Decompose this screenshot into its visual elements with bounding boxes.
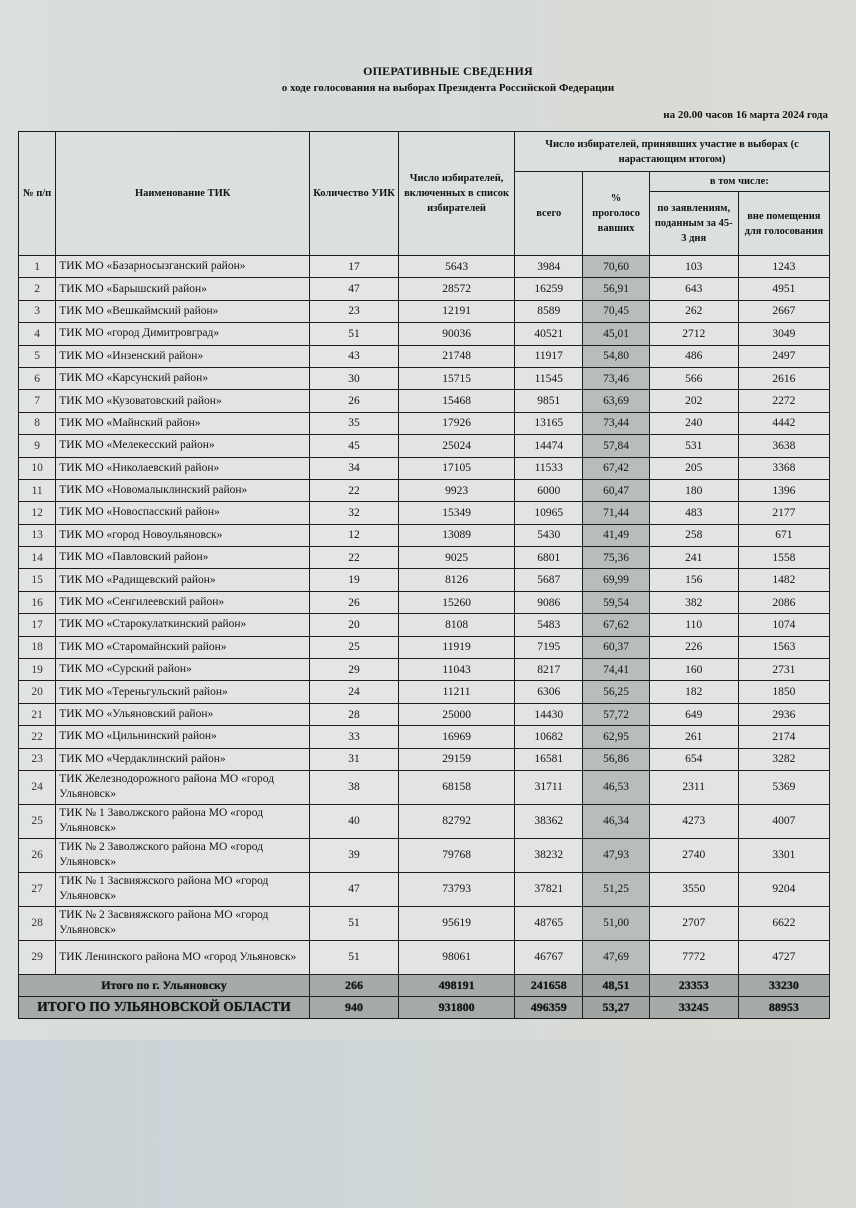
early-voters: 2311	[649, 770, 738, 804]
early-voters: 483	[649, 502, 738, 524]
table-body	[19, 256, 830, 1019]
outside-voters: 2731	[738, 659, 829, 681]
early-voters: 2740	[649, 838, 738, 872]
header-early: по заявлениям, поданным за 45-3 дня	[649, 192, 738, 256]
row-number: 4	[19, 323, 56, 345]
outside-voters: 1243	[738, 256, 829, 278]
turnout-percent: 45,01	[583, 323, 649, 345]
voters-listed: 5643	[399, 256, 515, 278]
uik-count: 24	[310, 681, 399, 703]
tik-name: ТИК МО «Чердаклинский район»	[56, 748, 310, 770]
uik-count: 25	[310, 636, 399, 658]
tik-name: ТИК МО «Новоспасский район»	[56, 502, 310, 524]
voters-total: 48765	[515, 906, 583, 940]
tik-name: ТИК МО «Вешкаймский район»	[56, 300, 310, 322]
uik-count: 28	[310, 703, 399, 725]
turnout-percent: 63,69	[583, 390, 649, 412]
turnout-percent: 67,62	[583, 614, 649, 636]
table-row	[19, 278, 830, 300]
outside-voters: 1396	[738, 479, 829, 501]
uik-count: 31	[310, 748, 399, 770]
voters-listed: 29159	[399, 748, 515, 770]
voters-total: 16581	[515, 748, 583, 770]
voters-total: 6801	[515, 547, 583, 569]
uik-count: 47	[310, 278, 399, 300]
outside-voters: 3368	[738, 457, 829, 479]
early-voters: 649	[649, 703, 738, 725]
tik-name: ТИК МО «Ульяновский район»	[56, 703, 310, 725]
turnout-percent: 51,00	[583, 906, 649, 940]
turnout-percent: 73,44	[583, 412, 649, 434]
early-voters: 258	[649, 524, 738, 546]
table-row	[19, 569, 830, 591]
voters-total: 11545	[515, 367, 583, 389]
tik-name: ТИК МО «Радищевский район»	[56, 569, 310, 591]
outside-voters: 4442	[738, 412, 829, 434]
uik-count: 12	[310, 524, 399, 546]
early-voters: 202	[649, 390, 738, 412]
outside-voters: 4727	[738, 940, 829, 974]
early-voters: 205	[649, 457, 738, 479]
row-number: 7	[19, 390, 56, 412]
document-subtitle: о ходе голосования на выборах Президента Российской Федерации	[281, 82, 615, 94]
uik-count: 40	[310, 804, 399, 838]
table-row	[19, 457, 830, 479]
outside-voters: 4951	[738, 278, 829, 300]
turnout-percent: 56,86	[583, 748, 649, 770]
header-outside: вне помещения для голосования	[738, 192, 829, 256]
uik-count: 30	[310, 367, 399, 389]
voters-total: 37821	[515, 872, 583, 906]
uik-count: 17	[310, 256, 399, 278]
early-voters: 2707	[649, 906, 738, 940]
row-number: 6	[19, 367, 56, 389]
voters-listed: 25024	[399, 435, 515, 457]
early-voters: 654	[649, 748, 738, 770]
turnout-percent: 56,25	[583, 681, 649, 703]
tik-name: ТИК МО «Старомайнский район»	[56, 636, 310, 658]
row-number: 13	[19, 524, 56, 546]
outside-voters: 2667	[738, 300, 829, 322]
tik-name: ТИК № 2 Засвияжского района МО «город Ульяновск»	[56, 906, 310, 940]
outside-voters: 5369	[738, 770, 829, 804]
tik-name: ТИК МО «Карсунский район»	[56, 367, 310, 389]
voters-listed: 8126	[399, 569, 515, 591]
turnout-percent: 48,51	[583, 974, 649, 996]
voters-listed: 98061	[399, 940, 515, 974]
turnout-percent: 53,27	[583, 996, 649, 1018]
outside-voters: 9204	[738, 872, 829, 906]
voters-total: 9086	[515, 591, 583, 613]
voters-listed: 11211	[399, 681, 515, 703]
table-row	[19, 591, 830, 613]
tik-name: ТИК МО «город Димитровград»	[56, 323, 310, 345]
early-voters: 7772	[649, 940, 738, 974]
voters-listed: 16969	[399, 726, 515, 748]
row-number: 28	[19, 906, 56, 940]
row-number: 8	[19, 412, 56, 434]
outside-voters: 1850	[738, 681, 829, 703]
uik-count: 39	[310, 838, 399, 872]
tik-name: ТИК МО «Сурский район»	[56, 659, 310, 681]
table-row	[19, 479, 830, 501]
uik-count: 23	[310, 300, 399, 322]
turnout-percent: 57,84	[583, 435, 649, 457]
early-voters: 3550	[649, 872, 738, 906]
table-row	[19, 390, 830, 412]
report-datetime: на 20.00 часов 16 марта 2024 года	[663, 109, 828, 121]
early-voters: 566	[649, 367, 738, 389]
uik-count: 51	[310, 323, 399, 345]
early-voters: 262	[649, 300, 738, 322]
voters-total: 13165	[515, 412, 583, 434]
uik-count: 45	[310, 435, 399, 457]
table-row	[19, 681, 830, 703]
voters-listed: 13089	[399, 524, 515, 546]
total-label: ИТОГО ПО УЛЬЯНОВСКОЙ ОБЛАСТИ	[19, 996, 310, 1018]
uik-count: 51	[310, 940, 399, 974]
header-total: всего	[515, 172, 583, 256]
voters-total: 40521	[515, 323, 583, 345]
uik-count: 51	[310, 906, 399, 940]
early-voters: 103	[649, 256, 738, 278]
table-row	[19, 524, 830, 546]
table-row	[19, 345, 830, 367]
early-voters: 182	[649, 681, 738, 703]
uik-count: 43	[310, 345, 399, 367]
voters-listed: 9923	[399, 479, 515, 501]
row-number: 27	[19, 872, 56, 906]
header-uik-count: Количество УИК	[310, 132, 399, 256]
uik-count: 22	[310, 547, 399, 569]
row-number: 2	[19, 278, 56, 300]
early-voters: 110	[649, 614, 738, 636]
turnout-percent: 73,46	[583, 367, 649, 389]
table-row	[19, 547, 830, 569]
turnout-percent: 60,47	[583, 479, 649, 501]
table-row	[19, 940, 830, 974]
voters-listed: 9025	[399, 547, 515, 569]
header-percent: % проголосо вавших	[583, 172, 649, 256]
table-row	[19, 412, 830, 434]
row-number: 15	[19, 569, 56, 591]
voters-listed: 25000	[399, 703, 515, 725]
row-number: 12	[19, 502, 56, 524]
table-row	[19, 636, 830, 658]
voters-total: 6306	[515, 681, 583, 703]
voters-total: 241658	[515, 974, 583, 996]
row-number: 26	[19, 838, 56, 872]
voters-listed: 82792	[399, 804, 515, 838]
table-row	[19, 906, 830, 940]
voters-listed: 15468	[399, 390, 515, 412]
header-num: № п/п	[19, 132, 56, 256]
voters-total: 5430	[515, 524, 583, 546]
table-row	[19, 502, 830, 524]
table-row	[19, 726, 830, 748]
uik-count: 47	[310, 872, 399, 906]
table-row	[19, 838, 830, 872]
tik-name: ТИК МО «Новомалыклинский район»	[56, 479, 310, 501]
table-row	[19, 872, 830, 906]
city-total-row	[19, 974, 830, 996]
outside-voters: 88953	[738, 996, 829, 1018]
uik-count: 38	[310, 770, 399, 804]
tik-name: ТИК МО «Цильнинский район»	[56, 726, 310, 748]
tik-name: ТИК МО «Кузоватовский район»	[56, 390, 310, 412]
voters-listed: 15260	[399, 591, 515, 613]
table-row	[19, 703, 830, 725]
early-voters: 531	[649, 435, 738, 457]
row-number: 9	[19, 435, 56, 457]
turnout-percent: 69,99	[583, 569, 649, 591]
turnout-percent: 75,36	[583, 547, 649, 569]
turnout-percent: 54,80	[583, 345, 649, 367]
early-voters: 226	[649, 636, 738, 658]
tik-name: ТИК № 1 Засвияжского района МО «город Ульяновск»	[56, 872, 310, 906]
uik-count: 19	[310, 569, 399, 591]
tik-name: ТИК МО «Мелекесский район»	[56, 435, 310, 457]
early-voters: 156	[649, 569, 738, 591]
early-voters: 261	[649, 726, 738, 748]
outside-voters: 2936	[738, 703, 829, 725]
early-voters: 643	[649, 278, 738, 300]
outside-voters: 3638	[738, 435, 829, 457]
voters-total: 5483	[515, 614, 583, 636]
early-voters: 486	[649, 345, 738, 367]
voters-total: 11533	[515, 457, 583, 479]
tik-name: ТИК МО «Базарносызганский район»	[56, 256, 310, 278]
table-row	[19, 614, 830, 636]
table-row	[19, 804, 830, 838]
uik-count: 22	[310, 479, 399, 501]
voters-listed: 17926	[399, 412, 515, 434]
row-number: 17	[19, 614, 56, 636]
voters-total: 10965	[515, 502, 583, 524]
header-including: в том числе:	[649, 172, 829, 192]
outside-voters: 1074	[738, 614, 829, 636]
voters-listed: 498191	[399, 974, 515, 996]
outside-voters: 1563	[738, 636, 829, 658]
tik-name: ТИК МО «Николаевский район»	[56, 457, 310, 479]
row-number: 25	[19, 804, 56, 838]
outside-voters: 2616	[738, 367, 829, 389]
voters-total: 496359	[515, 996, 583, 1018]
table-row	[19, 770, 830, 804]
header-name: Наименование ТИК	[56, 132, 310, 256]
turnout-percent: 62,95	[583, 726, 649, 748]
tik-name: ТИК МО «Старокулаткинский район»	[56, 614, 310, 636]
voters-total: 9851	[515, 390, 583, 412]
voters-listed: 15715	[399, 367, 515, 389]
outside-voters: 2177	[738, 502, 829, 524]
table-header	[19, 132, 830, 256]
total-label: Итого по г. Ульяновску	[19, 974, 310, 996]
tik-name: ТИК МО «Майнский район»	[56, 412, 310, 434]
table-row	[19, 300, 830, 322]
voters-total: 14430	[515, 703, 583, 725]
header-participated-group: Число избирателей, принявших участие в выборах (с нарастающим итогом)	[515, 132, 830, 172]
uik-count: 26	[310, 591, 399, 613]
table-row	[19, 256, 830, 278]
early-voters: 4273	[649, 804, 738, 838]
tik-name: ТИК МО «Барышский район»	[56, 278, 310, 300]
table-row	[19, 435, 830, 457]
voters-listed: 90036	[399, 323, 515, 345]
turnout-percent: 46,34	[583, 804, 649, 838]
outside-voters: 3049	[738, 323, 829, 345]
turnout-percent: 70,60	[583, 256, 649, 278]
voters-total: 8589	[515, 300, 583, 322]
turnout-percent: 51,25	[583, 872, 649, 906]
uik-count: 33	[310, 726, 399, 748]
uik-count: 26	[310, 390, 399, 412]
outside-voters: 2272	[738, 390, 829, 412]
voters-total: 38362	[515, 804, 583, 838]
table-row	[19, 367, 830, 389]
row-number: 11	[19, 479, 56, 501]
row-number: 20	[19, 681, 56, 703]
tik-name: ТИК Железнодорожного района МО «город Ульяновск»	[56, 770, 310, 804]
outside-voters: 33230	[738, 974, 829, 996]
voters-listed: 73793	[399, 872, 515, 906]
turnout-percent: 59,54	[583, 591, 649, 613]
voters-total: 7195	[515, 636, 583, 658]
voters-total: 11917	[515, 345, 583, 367]
row-number: 22	[19, 726, 56, 748]
early-voters: 241	[649, 547, 738, 569]
outside-voters: 2174	[738, 726, 829, 748]
turnout-percent: 56,91	[583, 278, 649, 300]
voters-total: 8217	[515, 659, 583, 681]
voters-listed: 15349	[399, 502, 515, 524]
turnout-percent: 46,53	[583, 770, 649, 804]
uik-count: 29	[310, 659, 399, 681]
turnout-percent: 70,45	[583, 300, 649, 322]
voters-listed: 11043	[399, 659, 515, 681]
turnout-percent: 60,37	[583, 636, 649, 658]
voters-total: 3984	[515, 256, 583, 278]
voters-listed: 68158	[399, 770, 515, 804]
voters-total: 46767	[515, 940, 583, 974]
outside-voters: 6622	[738, 906, 829, 940]
table-row	[19, 748, 830, 770]
row-number: 10	[19, 457, 56, 479]
tik-name: ТИК МО «Павловский район»	[56, 547, 310, 569]
tik-name: ТИК № 1 Заволжского района МО «город Ульяновск»	[56, 804, 310, 838]
table-row	[19, 323, 830, 345]
uik-count: 32	[310, 502, 399, 524]
turnout-percent: 74,41	[583, 659, 649, 681]
early-voters: 23353	[649, 974, 738, 996]
row-number: 29	[19, 940, 56, 974]
voters-total: 38232	[515, 838, 583, 872]
paper-shadow	[0, 1040, 856, 1208]
outside-voters: 2086	[738, 591, 829, 613]
row-number: 23	[19, 748, 56, 770]
early-voters: 160	[649, 659, 738, 681]
uik-count: 35	[310, 412, 399, 434]
voters-total: 5687	[515, 569, 583, 591]
uik-count: 34	[310, 457, 399, 479]
voters-listed: 8108	[399, 614, 515, 636]
voters-total: 6000	[515, 479, 583, 501]
row-number: 21	[19, 703, 56, 725]
outside-voters: 2497	[738, 345, 829, 367]
outside-voters: 1558	[738, 547, 829, 569]
outside-voters: 1482	[738, 569, 829, 591]
turnout-percent: 47,69	[583, 940, 649, 974]
voters-total: 10682	[515, 726, 583, 748]
outside-voters: 3301	[738, 838, 829, 872]
uik-count: 940	[310, 996, 399, 1018]
voters-total: 16259	[515, 278, 583, 300]
turnout-percent: 71,44	[583, 502, 649, 524]
document-title: ОПЕРАТИВНЫЕ СВЕДЕНИЯ	[363, 64, 533, 78]
voters-listed: 12191	[399, 300, 515, 322]
voters-total: 14474	[515, 435, 583, 457]
row-number: 19	[19, 659, 56, 681]
turnout-percent: 47,93	[583, 838, 649, 872]
row-number: 18	[19, 636, 56, 658]
region-total-row	[19, 996, 830, 1018]
uik-count: 266	[310, 974, 399, 996]
voters-listed: 79768	[399, 838, 515, 872]
voters-listed: 931800	[399, 996, 515, 1018]
voters-listed: 17105	[399, 457, 515, 479]
tik-name: ТИК МО «город Новоульяновск»	[56, 524, 310, 546]
voters-listed: 11919	[399, 636, 515, 658]
early-voters: 180	[649, 479, 738, 501]
voters-listed: 28572	[399, 278, 515, 300]
turnout-percent: 57,72	[583, 703, 649, 725]
row-number: 1	[19, 256, 56, 278]
turnout-table	[18, 131, 830, 1019]
row-number: 3	[19, 300, 56, 322]
early-voters: 33245	[649, 996, 738, 1018]
voters-listed: 21748	[399, 345, 515, 367]
early-voters: 240	[649, 412, 738, 434]
voters-listed: 95619	[399, 906, 515, 940]
voters-total: 31711	[515, 770, 583, 804]
turnout-percent: 41,49	[583, 524, 649, 546]
tik-name: ТИК МО «Тереньгульский район»	[56, 681, 310, 703]
row-number: 24	[19, 770, 56, 804]
outside-voters: 4007	[738, 804, 829, 838]
table-row	[19, 659, 830, 681]
header-voters-listed: Число избирателей, включенных в список избирателей	[399, 132, 515, 256]
tik-name: ТИК МО «Сенгилеевский район»	[56, 591, 310, 613]
row-number: 5	[19, 345, 56, 367]
early-voters: 382	[649, 591, 738, 613]
tik-name: ТИК № 2 Заволжского района МО «город Ульяновск»	[56, 838, 310, 872]
outside-voters: 671	[738, 524, 829, 546]
row-number: 14	[19, 547, 56, 569]
row-number: 16	[19, 591, 56, 613]
tik-name: ТИК МО «Инзенский район»	[56, 345, 310, 367]
tik-name: ТИК Ленинского района МО «город Ульяновск»	[56, 940, 310, 974]
early-voters: 2712	[649, 323, 738, 345]
turnout-percent: 67,42	[583, 457, 649, 479]
outside-voters: 3282	[738, 748, 829, 770]
uik-count: 20	[310, 614, 399, 636]
